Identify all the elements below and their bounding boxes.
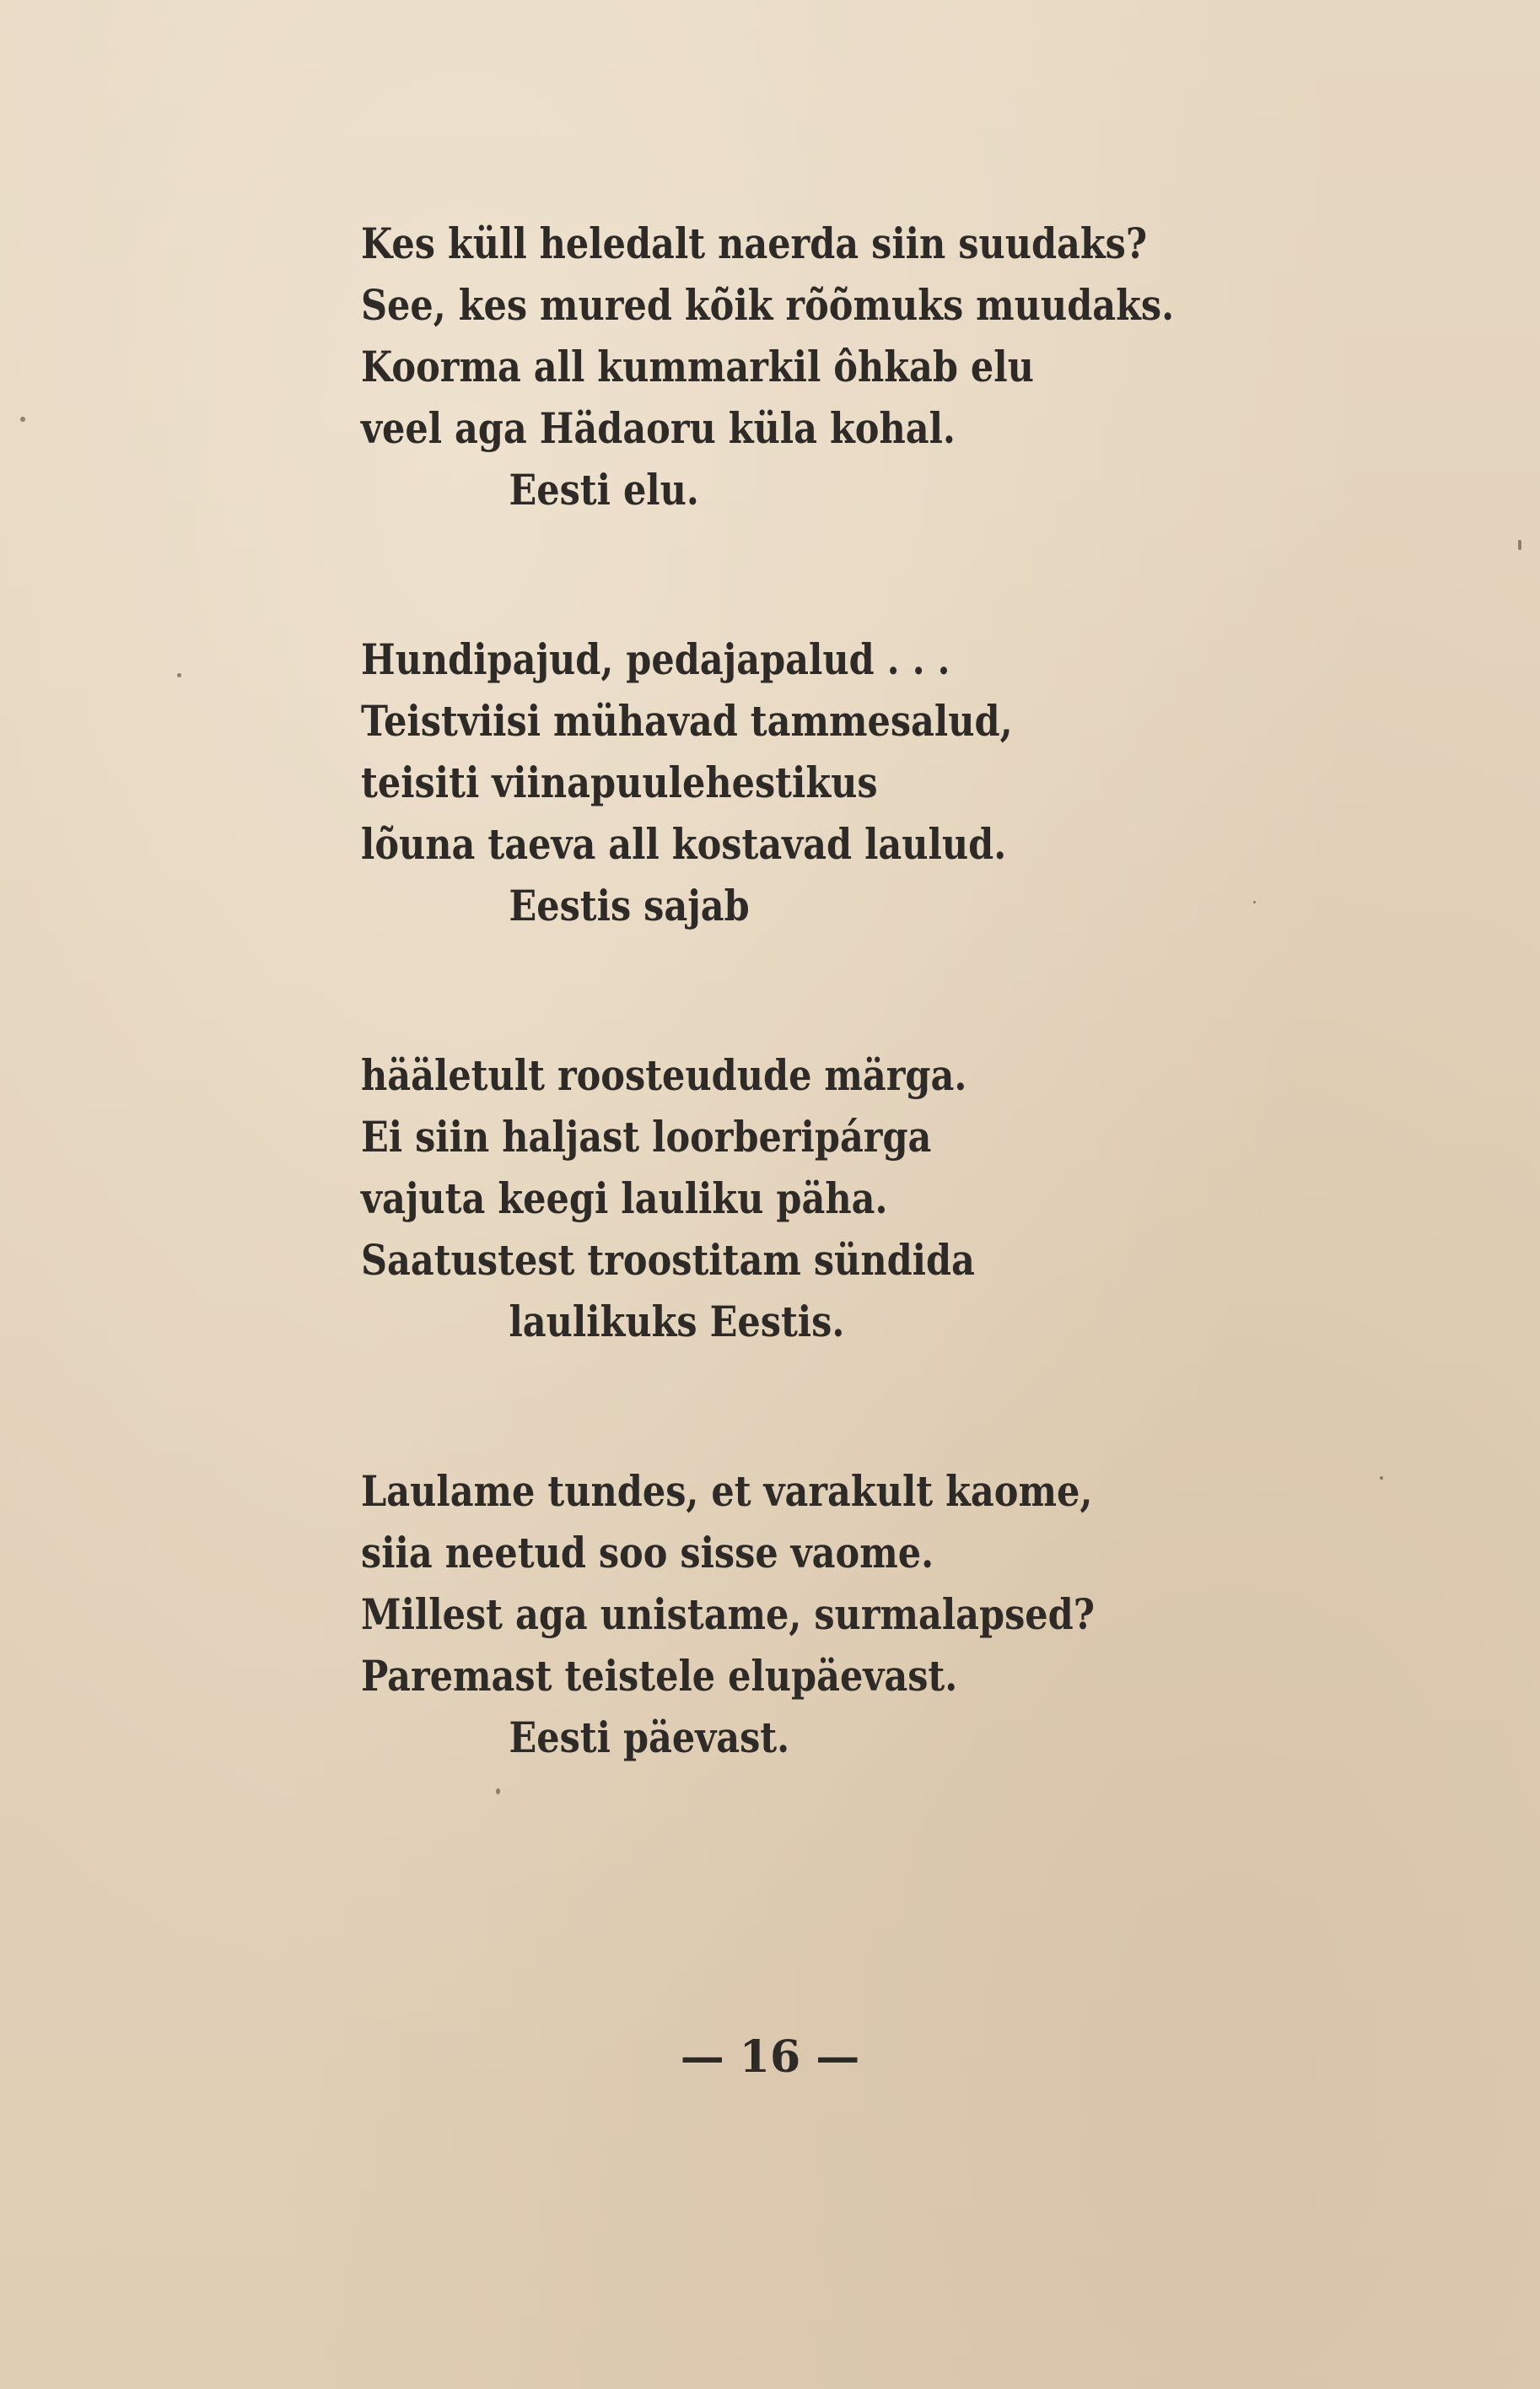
poem-line: Saatustest troostitam sündida xyxy=(361,1235,975,1285)
stanza-2 xyxy=(361,628,1159,936)
poem-line: veel aga Hädaoru küla kohal. xyxy=(361,403,956,453)
stanza-3 xyxy=(361,1044,1159,1352)
poem-line: Ei siin haljast loorberipárga xyxy=(361,1112,932,1162)
poem-refrain: laulikuks Eestis. xyxy=(509,1297,845,1346)
page-number: — 16 — xyxy=(680,2031,860,2083)
poem-line: teisiti viinapuulehestikus xyxy=(361,758,878,807)
paper-speck xyxy=(20,417,25,422)
poem-refrain: Eestis sajab xyxy=(509,881,750,930)
poem-line: See, kes mured kõik rõõmuks muudaks. xyxy=(361,280,1175,330)
poem-line: Kes küll heledalt naerda siin suudaks? xyxy=(361,218,1148,268)
poem-line: siia neetud soo sisse vaome. xyxy=(361,1528,934,1577)
poem-line: lõuna taeva all kostavad laulud. xyxy=(361,819,1007,869)
poem-line: vajuta keegi lauliku päha. xyxy=(361,1173,888,1223)
poem-line: Hundipajud, pedajapalud . . . xyxy=(361,634,950,684)
poem-refrain: Eesti päevast. xyxy=(509,1712,790,1762)
poem xyxy=(361,213,1175,1876)
poem-line: Paremast teistele elupäevast. xyxy=(361,1651,958,1701)
stanza-4 xyxy=(361,1460,1159,1768)
paper-speck xyxy=(1380,1476,1383,1480)
poem-line: hääletult roosteudude märga. xyxy=(361,1050,967,1100)
paper-speck xyxy=(496,1788,500,1794)
poem-line: Teistviisi mühavad tammesalud, xyxy=(361,696,1013,746)
stanza-1 xyxy=(361,213,1175,520)
poem-refrain: Eesti elu. xyxy=(509,465,699,515)
paper-speck xyxy=(177,673,181,677)
poem-line: Millest aga unistame, surmalapsed? xyxy=(361,1589,1095,1639)
poem-line: Laulame tundes, et varakult kaome, xyxy=(361,1466,1093,1516)
paper-speck xyxy=(1253,901,1256,903)
poem-line: Koorma all kummarkil ôhkab elu xyxy=(361,342,1034,391)
paper-speck xyxy=(1518,540,1521,550)
